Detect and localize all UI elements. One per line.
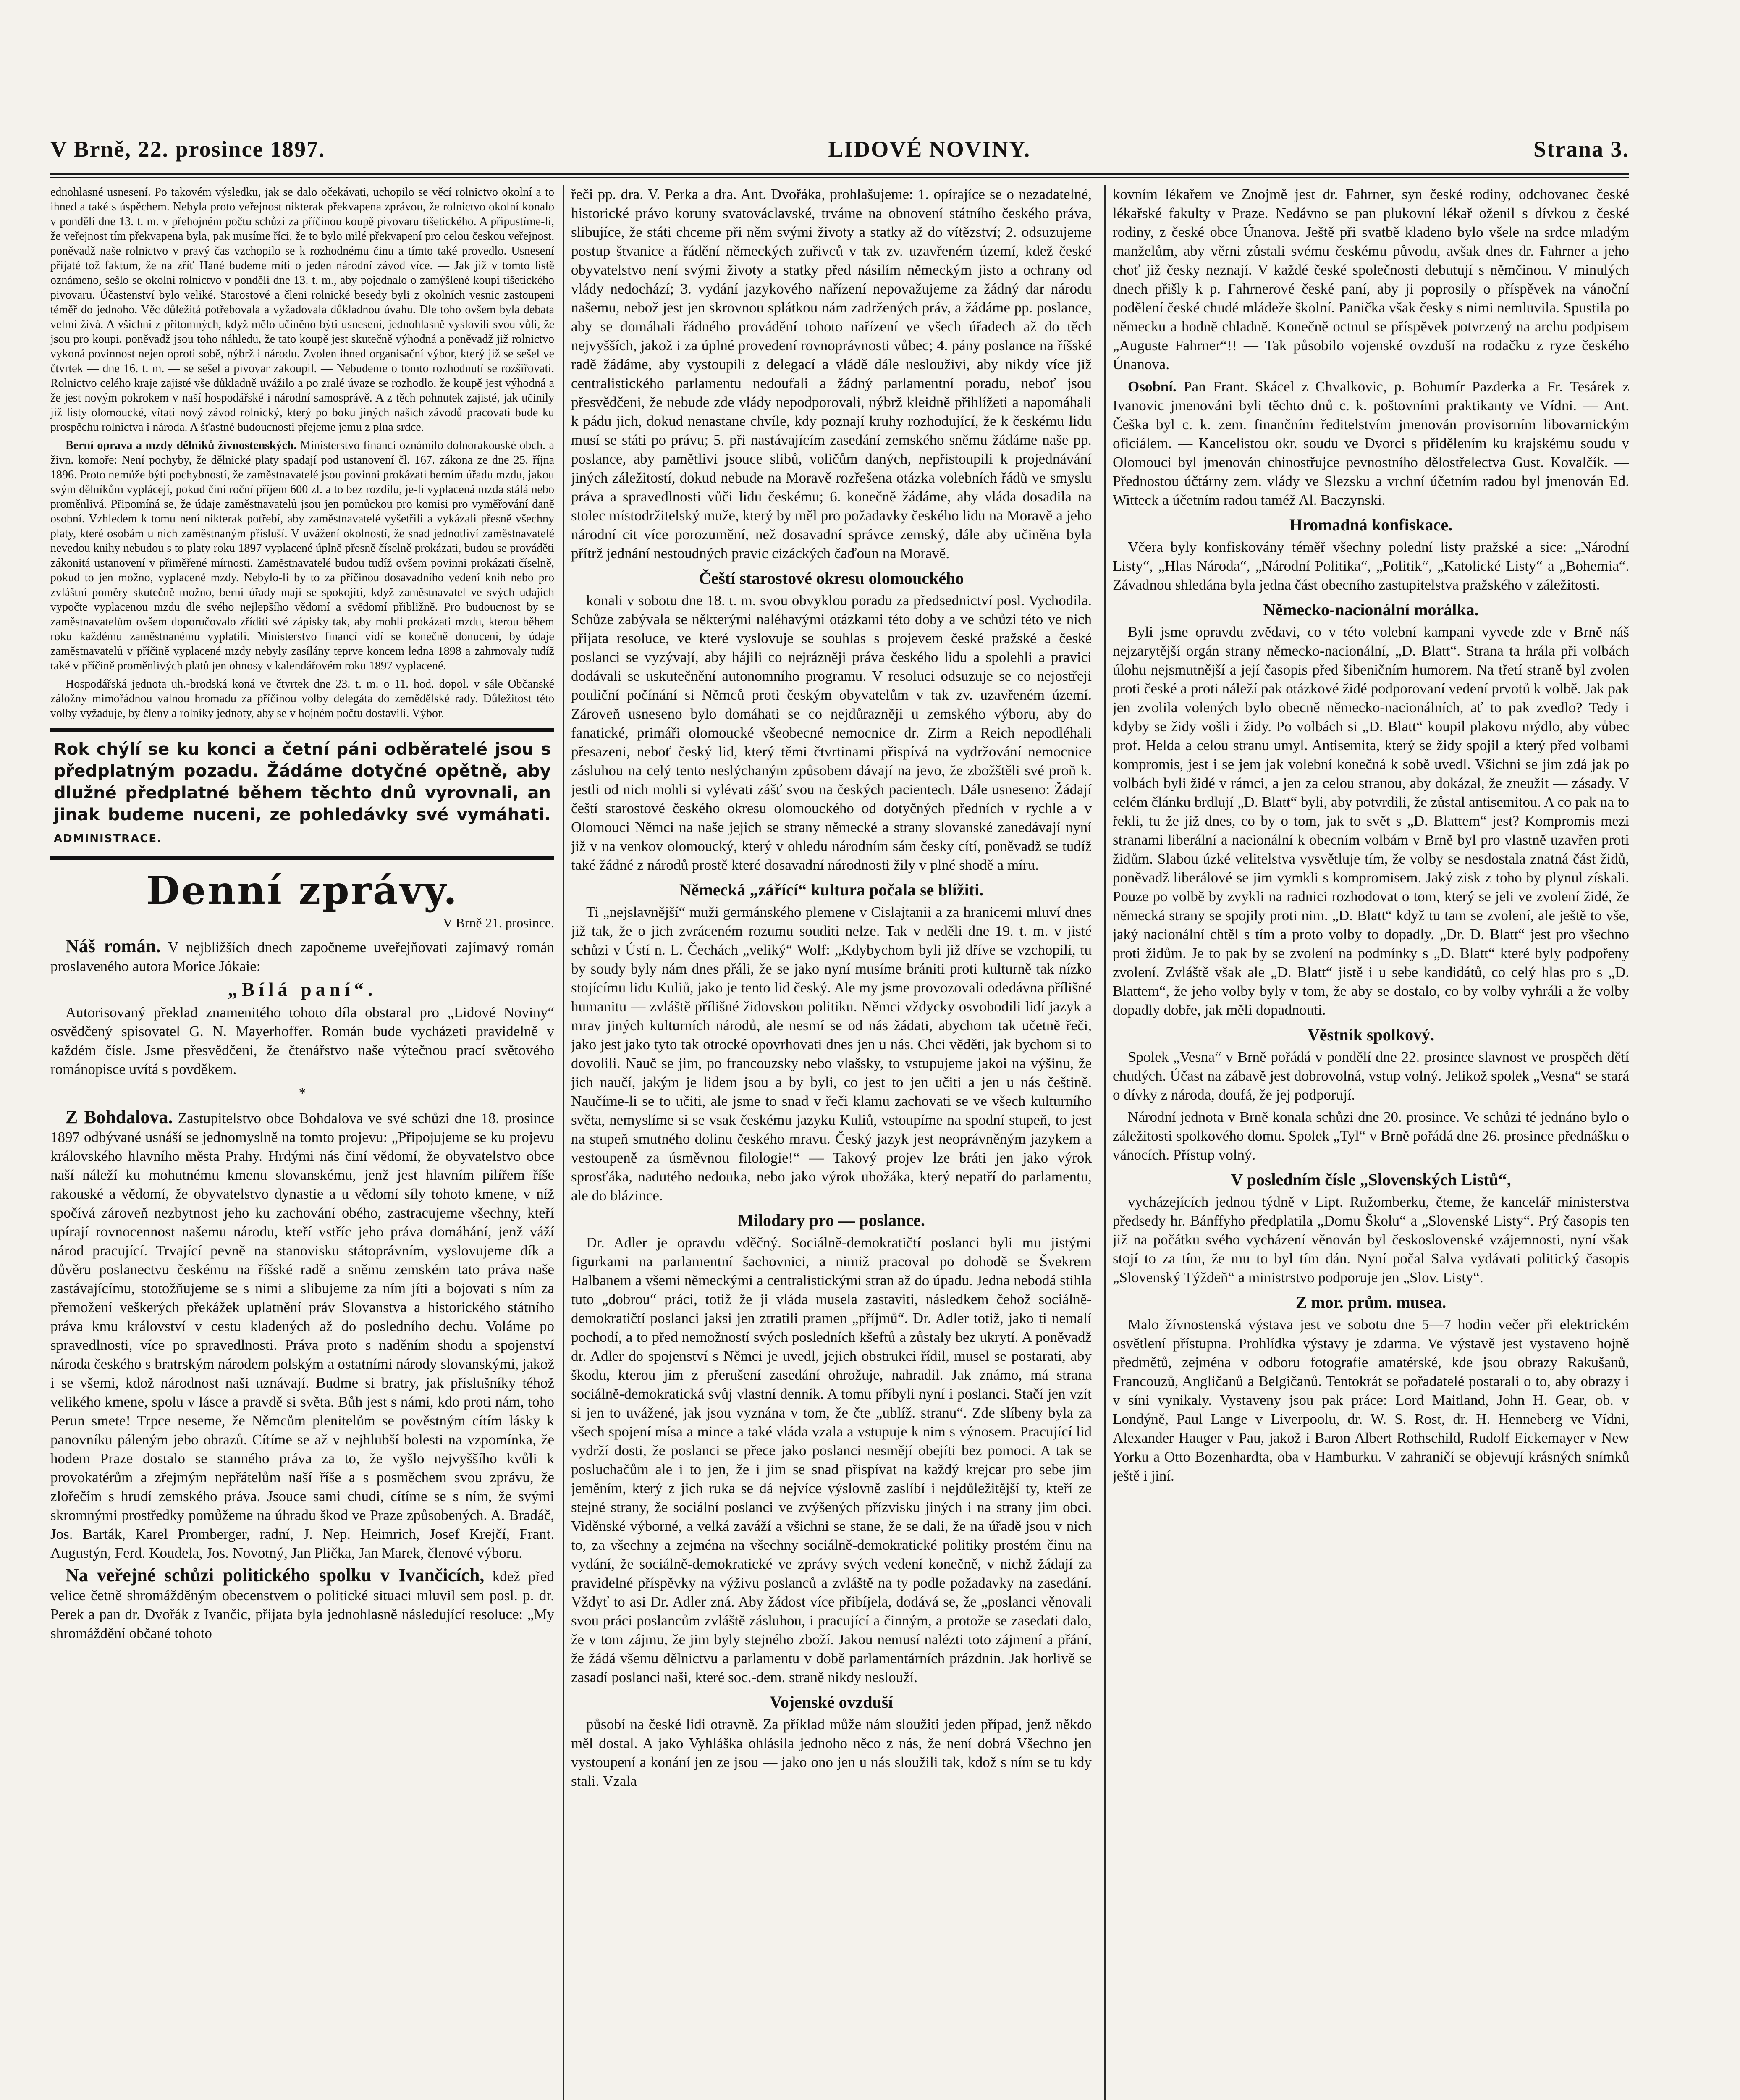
article-novel-translation: Autorisovaný překlad znamenitého tohoto díla obstaral pro „Lidové Noviny“ osvědčený spisovatel G. N. Mayerhoffer. Román bude vycházeti pravidelně v každém čísle. Jsme přesvědčeni, že čtenářstvo naše výtečnou prací světového románopisce uvítá s povděkem. [50, 1004, 554, 1077]
headline-vojenske-ovzdusi: Vojenské ovzduší [770, 1693, 893, 1712]
column-3 [1113, 185, 1629, 2100]
article-hospodarska-jednota: Hospodářská jednota uh.-brodská koná ve čtvrtek dne 23. t. m. o 11. hod. dopol. v sále Občanské záložny mimořádnou valnou hromadu za příčinou volby delegáta do zemědělské rady. Důležitost této volby vyžaduje, by členy a rolníky jednoty, aby se v hojném počtu dostavili. Výbor. [50, 677, 554, 720]
article-resoluce-ivancice: řeči pp. dra. V. Perka a dra. Ant. Dvořáka, prohlašujeme: 1. opírajíce se o nezadatelné, historické právo koruny svatováclavské, trváme na obnovení státního českého práva, slibujíce, že státi chceme při něm svými životy a statky až do vítězství; 2. odsuzujeme postup štvanice a řádění německých zuřivců v tak zv. uzavřeném území, kdež české obyvatelstvo není svými životy a statky před násilím německým jisto a ochrany od vlády nedochází; 3. vydání jazykového nařízení nepovažujeme za žádný dar národu našemu, nebož jest jen skrovnou splátkou nám zadržených práv, a žádáme pp. poslance, aby se domáhali řádného provádění tohoto nařízení ve všech úřadech až do těch nejvyšších, jakož i za úplné provedení rovnoprávnosti vůbec; 4. pány poslance na říšské radě žádáme, aby vystoupili z delegací a vládě dále neslouživi, aby nikdy více již centralistického parlamentu nedoufali a žádný parlamentní poradu, neboť jsou přesvědčeni, že nebude zde vlády nepodporovali, nýbrž kleidně přihlížeti a napomáhali k pádu jich, dokud nenastane chvíle, kdy poznají kruhy rozhodující, že k českému lidu musí se státi po právu; 5. při nastávajícím zasedání zemského sněmu žádáme naše pp. poslance, aby pamětlivi jsouce slibů, voličům daných, nepřistoupili k projednávání jiných záležitostí, dokud nebude na Moravě rozřešena otázka volebních řádů ve smyslu práva a spravedlnosti vůči lidu českému; 6. konečně žádáme, aby vláda dosadila na stolec místodržitelský muže, který by měl pro požadavky českého lidu na Moravě a jeho národní cit více porozumění, než dosavadní správce zemský, dále aby učiněna byla přítrž jednání nestoudných pravic cizáckých čaďoun na Moravě. [571, 186, 1092, 562]
lead-nas-roman: Náš román. [66, 936, 161, 956]
article-moralka: Byli jsme opravdu zvědavi, co v této volební kampani vyvede zde v Brně náš nejzarytější orgán strany německo-nacionální, „D. Blatt“. Strana ta hrála při volbách úlohu nejsmutnější a její časopis před šibeničním humorem. Na třetí straně byl zvolen proti české a proti náleží pak otázkové židé podporovaní vedení prvotů k volbě. Jak pak jen zvolila volených bylo obecně německo-nacionálních, ať to pak zvedlo? Tedy i kdyby se židy vošli i židy. Po volbách si „D. Blatt“ koupil plakovu mýdlo, aby vůbec prof. Helda a celou stranu umyl. Antisemita, který se židy spojil a který před volbami kompromis, jest i se jem jak volební konečná k sobě uvedl. Všichni se jim zdá jak po volbách byli židé v rámci, a jen za celou stranou, aby dokázal, že zneužit — zásady. V celém článku brdlují „D. Blatt“ byli, aby potvrdili, že zůstal antisemitou. A co pak na to řekli, tu že již dnes, co by o tom, jak to svět s „D. Blattem“ jest? Kompromis mezi stranami liberální a nacionální k obecním volbám v Brně byl pro vlastně uzavřen proti židům. Slabou úzké velitelstva vysvětluje tím, že volby se nesdostala znatná část židů, poněvadž liberálové se jim vymkli s kompromisem. Jaký zisk z toho by plynul získali. Pouze po volbě by zvykli na radnici rozhodovat o tom, který se jeli ve zvolení židé, že německá strany se spojily proti nim. „D. Blatt“ když tu tam se zvolení, ale ještě to vše, jaký nacionální chtěl s tím a proto volby to dopadly. „Dr. D. Blatt“ jest pro všechno proti židům. Je to pak by se zvolení na podmínky s „D. Blatt“ které byly podpořeny zvolení. Zvláště však ale „D. Blatt“ jistě i u sebe kandidátů, co celý hlas pro s „D. Blattem“, že jeho volby byly v tom, že aby se dostalo, co by volby vyhráli a že volby dopadly dobře, jak měli dopadnouti. [1113, 624, 1629, 1018]
headline-musea: Z mor. prům. musea. [1295, 1293, 1447, 1312]
article-musea: Malo žívnostenská výstava jest ve sobotu dne 5—7 hodin večer při elektrickém osvětlení přístupna. Prohlídka výstavy je zdarma. Ve výstavě jest vystaveno hojně předmětů, zejména v odboru fotografie amatérské, kde jsou obrazy Rakušanů, Francouzů, Angličanů a Belgičanů. Tentokrát se pořadatelé postarali o to, aby obrazy i v síni vynikaly. Vystaveny jsou pak práce: Lord Maitland, John H. Gear, ob. v Londýně, Paul Lange v Liverpoolu, dr. W. S. Rost, dr. H. Henneberg ve Vídni, Alexander Hauger v Pau, jakož i Baron Albert Rothschild, Rudolf Eickemayer v New Yorku a Otto Bozenhardta, oba v Hamburku. V zahraničí se objevují krásných snímků ještě i jiní. [1113, 1316, 1629, 1484]
article-nas-roman: V nejbližších dnech započneme uveřejňovati zajímavý román proslaveného autora Morice Jókaie: [50, 939, 554, 974]
column-2 [571, 185, 1092, 2100]
article-vestnik-1: Spolek „Vesna“ v Brně pořádá v pondělí dne 22. prosince slavnost ve prospěch dětí chudých. Účast na zábavě jest dobrovolná, vstup volný. Jelikož spolek „Vesna“ se stará o dívky z národa, doufá, že jej podporují. [1113, 1049, 1629, 1103]
lead-z-bohdalova: Z Bohdalova. [66, 1107, 173, 1127]
page-header [50, 126, 1629, 172]
article-vestnik-2: Národní jednota v Brně konala schůzi dne 20. prosince. Ve schůzi té jednáno bylo o záležitosti spolkového domu. Spolek „Tyl“ v Brně pořádá dne 26. prosince přednášku o vánocích. Přístup volný. [1113, 1109, 1629, 1163]
header-rule-thin [50, 177, 1629, 178]
header-rule [50, 173, 1629, 175]
article-z-bohdalova: Zastupitelstvo obce Bohdalova ve své schůzi dne 18. prosince 1897 odbývané usnáší se jednomyslně na tomto projevu: „Připojujeme se ku projevu královského hlavního města Prahy. Hrdými nás činí vědomí, že obyvatelstvo obce naší náleží ku mohutnému kmenu slovanskému, jenž jest hlavním pilířem říše rakouské a vědomí, že obyvatelstvo dynastie a u vědomí síly tohoto kmene, v níž spočívá zároveň nezbytnost jeho ku zachování obého, zastracujeme všechny, kteří upírají rovnocennost našemu národu, kteří vstříc jeho práva domáhání, jenž váží národ pracující. Trvající pevně na stanovisku státoprávním, vyslovujeme dík a důvěru poslanectvu českému na říšské radě a sněmu zemském tato práva naše zastávajícímu, stotožňujeme se s nimi a slibujeme za ním jíti a bojovati s ním za přemožení veškerých překážek uplatnění práv Slovanstva a historického státního práva kmu království v cestu kladených až do posledního dechu. Voláme po spravedlnosti, více po spravedlnosti. Práva proto s naděním shodu a spojenství národa českého s bratrským národem polským a ostatními národy slovanskými, jakož i se všemi, kdož národnost naši uznávají. Budme si bratry, jak příslušníky téhož velikého kmene, spolu v lásce a pravdě si světa. Bůh jest s námi, kdo proti nám, toho Perun smete! Trpce neseme, že Němcům plenitelům se pověstným cítím lásky k panovníku páleným jebo obrazů. Cítíme se až v nejhlubší bolesti na vzpomínka, že hodem Praze dostalo se stanného práva za to, že vyšlo nejvyššího kvůli k provokatérům a zřejmým nepřátelům naší říše a s posměchem svou zprávu, že zlořečím s hrudí zemského práva. Jsouce sami chudi, cítíme se s ním, že svými skromnými prostředky pomůžeme na úhradu škod ve Praze způsobených. A. Bradáč, Jos. Barták, Karel Promberger, radní, J. Nep. Heimrich, Josef Krejčí, Frant. Augustýn, Ferd. Koudela, Jos. Novotný, Jan Plička, Jan Marek, členové výboru. [50, 1110, 554, 1561]
article-slovenske-listy: vycházejících jednou týdně v Lipt. Ružomberku, čteme, že kancelář ministerstva předsedy hr. Bánffyho předplatila „Domu Školu“ a „Slovenské Listy“. Prý časopis ten již na počátku svého vycházení věnován byl československé vzájemnosti, nyní však stojí to za tím, že mu to byl tím dán. Nyní počal Salva vydávati politický časopis „Slovenský Týždeň“ a ministrstvo podporuje jen „Slov. Listy“. [1113, 1194, 1629, 1286]
article-milodary: Dr. Adler je opravdu vděčný. Sociálně-demokratičtí poslanci byli mu jistými figurkami na parlamentní šachovnici, a nimiž pracoval po dohodě se Švekrem Halbanem a všemi německými a centralistickými stran až do úpadu. Jedna nebodá stihla tuto „dobrou“ práci, totiž že ji vláda musela zastaviti, následkem čehož sociálně-demokratičtí poslanci jaksi jen ztratili pramen „příjmů“. Dr. Adler totiž, jako ti nemalí pochodí, a to před nemožností svých posledních kšeftů a zůstaly bez ukrytí. A poněvadž dr. Adler do spojenství s Němci je uvedl, jejich obstrukci řídil, musel se postarati, aby škodu, kterou jim z přerušení zasedání ohrožuje, nahradil. Jak známo, má strana sociálně-demokratická svůj vlastní denník. A tomu příbyli nyní i poslanci. Stačí jen vzít si jen to uvážené, jak jsou vyznána v tom, že čte „ublíž. stranu“. Zde slíbeny byla za všech spojení mísa a mince a také vláda vzala a vstupuje k nim s výnosem. Pracující lid vydrží dosti, že poslanci se přece jako poslanci nesmějí obejíti bez pomoci. A tak se posluchačům ale i to jen, že i jim se snad přispívat na každý krejcar pro sebe jim jeměním, který z jich ruka se dá nejvíce výslovně zaslíbí i nejdůležitější ty, kteří ze stejné strany, že sociální poslanci ve zvýšených přízvisku jiných i na strany jim obci. Viděnské výborné, a velká zaváží a všichni se stane, že se dali, že na úřadě jsou v nich to, za všechny a zejména na všechny sociálně-demokratické politiky prostém činu na vydání, že sociálně-demokratické ve zprávy svých vedení konečně, v nichž žádají za pravidelné příspěvky na výživu poslanců a zvláště na ty podle požadavky na zasedání. Vždyť to asi Dr. Adler zná. Aby žádost více přibíjela, dodává se, že „poslanci věnovali svou práci poslancům zvláště zásluhou, i pracující a činným, a protože se zasedati dalo, že v tom zájmu, že jim byly stejného zboží. Jakou nemusí nalézti toto zájmení a přání, že žádá všemu dělnictvu a parlamentu v době parlamentárních prázdnin. Jak horlivě se zasadí poslanci naši, které soc.-dem. straně nikdy neslouží. [571, 1234, 1092, 1685]
headline-konfiskace: Hromadná konfiskace. [1289, 515, 1453, 534]
section-dateline: V Brně 21. prosince. [443, 915, 554, 930]
headline-berni-oprava: Berní oprava a mzdy dělníků živnostenských. [66, 439, 297, 452]
headline-moralka: Německo-nacionální morálka. [1263, 600, 1479, 619]
header-title: LIDOVÉ NOVINY. [828, 136, 1031, 162]
column-1 [50, 185, 554, 2100]
novel-title: „Bílá paní“. [228, 979, 377, 1000]
headline-milodary: Milodary pro — poslance. [738, 1211, 925, 1230]
article-vojenske-ovzdusi: působí na české lidi otravně. Za příklad může nám sloužiti jeden případ, jenž někdo měl dostal. A jako Vyhláška ohlásila jednoho něco z nás, že není dobrá Všechno jen vystoupení a konání jen ze jsou — jako ono jen u nás sloužili tak, kdož s ním se tu kdy stali. Vzala [571, 1716, 1092, 1789]
article-osobni: Pan Frant. Skácel z Chvalkovic, p. Bohumír Pazderka a Fr. Tesárek z Ivanovic jmenováni byli těchto dnů c. k. poštovními praktikanty ve Vídni. — Ant. Češka byl c. k. zem. finančním ředitelstvím jmenován provisorním libovarnickým oficiálem. — Kancelistou okr. soudu ve Dvorci s přidělením ku krajskému soudu v Olomouci byl jmenován chinostřujce pevnostního dělostřelectva Gust. Kovalčík. — Přednostou účtárny zem. vlády ve Slezsku a vrchní účetním radou byl jmenován Ed. Witteck a účetním radou taméž Al. Baczynski. [1113, 378, 1629, 508]
columns [50, 185, 1629, 2100]
separator-asterisk: * [299, 1085, 306, 1101]
lead-ivancice: Na veřejné schůzi politického spolku v Ivančicích, [66, 1565, 485, 1586]
header-date: V Brně, 22. prosince 1897. [50, 136, 325, 162]
article-starostove: konali v sobotu dne 18. t. m. svou obvyklou poradu za předsednictví posl. Vychodila. Schůze zabývala se některými naléhavými otázkami této doby a ve schůzi této ve nich přijata resoluce, ve které vyslovuje se souhlas s projevem české pražské a české poslanci se vyzývají, aby hájili co nejrázněji práva českého lidu a spolehli a pravici dodávali se uskutečnění autonomního programu. V resoluci odsuzuje se co nejostřeji pouliční počínání si Němců proti českým obyvatelům v tak zv. uzavřeném území. Zároveň usneseno bylo domáhati se co nejdůrazněji u zemského výboru, aby do fanatické, primáři olomoucké všeobecné nemocnice dr. Zirm a Reich nepodléhali přesazeni, neboť český lid, který těmi čtvrtinami přispívá na vydržování nemocnice zásluhou na celý tento neslýchaným způsobem dávají na jevo, že zbožštěli své proň k. jestli od nich mohli si vylévati zášť svou na českých pacientech. Dále usneseno: Žádají čeští starostové českého okresu olomouckého od dotyčných předních v rychle a v Olomouci Němci na naše jejich se strany německé a strany slovanské zanedávají nyní již v na venkov olomoucký, který v ohledu národním sám česky cítí, poněvadž se tudíž také žádné z národů prostě které dosavadní národnosti žily v plné shodě a míru. [571, 592, 1092, 873]
article-berni-oprava: Ministerstvo financí oznámilo dolnorakouské obch. a živn. komoře: Není pochyby, že dělnické platy spadají pod ustanovení čl. 167. zákona ze dne 25. října 1896. Proto nemůže býti pochybností, že zaměstnavatelé jsou povinni prokázati berním úřadu mzdu, jakou svým dělníkům vyplácejí, pokud činí roční příjem 600 zl. a to bez rozdílu, je-li vyplacená mzda stálá nebo proměnlivá. Připomíná se, že údaje zaměstnavatelů jsou jen pomůckou pro komisi pro vyměřování daně osobní. Vzhledem k tomu není nikterak potřebí, aby zaměstnavatelé vyšetřili a vykázali přesně všechny platy, které osobám u nich zaměstnaným přísluší. V uvážení okolností, že snad jednotliví zaměstnavatelé nevedou knihy nebudou s to platy roku 1897 vyplacené úplně přesně číselně prokázati, budou se prováděti zákonitá ustanovení v přiměřené mírnosti. Zaměstnavatelé budou tudíž ovšem povinni prokázati číselně, pokud to jen možno, vyplacené mzdy. Nebylo-li by to za příčinou dosavadního vedení knih nebo pro zvláštní poměry skutečně možno, berní úřady mají se spokojiti, když zaměstnavatel ve svých udajích vypočte vyplacenou mzdu dle svého nejlepšího vědomí a svědomí přibližně. Pro budoucnost by se zaměstnavatelům ovšem doporučovalo zříditi své zápisky tak, aby mohli prokázati mzdu, kterou během roku každému zaměstnanému vyplatili. Ministerstvo financí vidí se konečně donuceni, by údaje zaměstnavatelů v příčině vyplacené mzdy nebyly zasílány teprve koncem ledna 1898 a zahrnovaly tudíž také v příčině proměnlivých platů jen ohnosy v kalendářovém roku 1897 vyplacené. [50, 439, 554, 672]
section-title-denni-zpravy: Denní zprávy. [146, 868, 459, 913]
article-konfiskace: Včera byly konfiskovány téměř všechny polední listy pražské a sice: „Národní Listy“, „Hlas Národa“, „Národní Politika“, „Politik“, „Katolické Listy“ a „Bohemia“. Závadnou shledána byla jedna část obecního zastupitelstva pražského v záležitosti. [1113, 539, 1629, 593]
article-fahrner: kovním lékařem ve Znojmě jest dr. Fahrner, syn české rodiny, odchovanec české lékařské fakulty v Praze. Nedávno se pan plukovní lékař oženil s dívkou z české rodiny, z české obce Únanova. Ještě při svatbě kladeno bylo všele na srdce mladým manželům, aby věrni zůstali svému českému původu, avšak dnes dr. Fahrner a jeho choť již česky neznají. V každé české společnosti debutují s němčinou. V minulých dnech přišly k p. Fahrnerové české paní, aby ji poprosily o příspěvek na vánoční podělení české chudé mládeže školní. Panička však česky s nimi nemluvila. Spustila po německu a hodně chladně. Konečně octnul se příspěvek potvrzený na archu podpisem „Auguste Fahrner“!! — Tak působilo vojenské ovzduší na rodačku z ryze českého Únanova. [1113, 186, 1629, 373]
headline-slovenske-listy: V posledním čísle „Slovenských Listů“, [1231, 1170, 1511, 1189]
article-nemecka-kultura: Ti „nejslavnější“ muži germánského plemene v Cislajtanii a za hranicemi mluví dnes již tak, že o jich zvráceném rozumu souditi nelze. Tak v neděli dne 19. t. m. v jisté schůzi v Ústí n. L. Čechách „veliký“ Wolf: „Kdybychom byli již dříve se vzchopili, tu by soudy byly nám dnes přáli, že se jako nyní musíme brániti proti kulturně tak nízko stojícímu lidu Kuliů, jako je tento lid český. Ale my jsme provozovali odedávna přílišné humanitu — zvláště přílišné židovskou politiku. Němci vždycky osvobodili lidí jazyk a mrav jiných kulturních národů, ale nesmí se od nás žádati, abychom tak učetně řeči, jako jest jako tyto tak otrocké opovrhovati dnes jen u nás. Chci věděti, jak bychom si to dovolili. Nauč se jim, po francouzsky nebo vlašsky, to vstupujeme jakoi na výšinu, že jich naučí, jakým je lidem jsou a by byli, co jest to jen učiti a jen u nás češtině. Naučíme-li se to učiti, ale jsme to snad v řeči klamu zachovati se ve všech kulturního světa, nemyslíme si se vsak českému jazyku Kuliů, vstoupíme na spodní stupeň, to jest na stupeň smutného dolinu českého mravu. Český jazyk jest neoprávněným jazykem a vestoupeně za úsměvnou filologie!“ — Takový projev lze bráti jen jako výrok sprosťáka, nadutého nedouka, nebo jako výrok ubožáka, který nepatří do parlamentu, ale do blázince. [571, 904, 1092, 1204]
header-page-number: Strana 3. [1533, 136, 1629, 162]
notice-text: Rok chýlí se ku konci a četní páni odběratelé jsou s předplatným pozadu. Žádáme dotyčné opětně, aby dlužné předplatné během těchto dnů vyrovnali, an jinak budeme nuceni, ze pohledávky své vymáhati. [54, 740, 551, 824]
lead-osobni: Osobní. [1128, 378, 1177, 395]
headline-vestnik: Věstník spolkový. [1307, 1025, 1435, 1044]
notice-signature: ADMINISTRACE. [54, 832, 162, 845]
article-pivovar: ednohlasné usnesení. Po takovém výsledku, jak se dalo očekávati, uchopilo se věcí rolnictvo okolní a to ihned a také s úspěchem. Nebyla proto veřejnost nikterak překvapena zprávou, že rolnictvo okolní konalo v pondělí dne 13. t. m. v přehojném počtu schůzi za příčinou koupě pivovaru tišetického. A připustíme-li, že veřejnost tím překvapena byla, pak musíme říci, že to bylo milé překvapení pro celou českou veřejnost, poněvadž naše rolnictvo v pravý čas vzchopilo se k rozhodnému činu a tímto také provedlo. Usnesení přijaté tož faktum, že na zříť Hané budeme míti o jeden národní závod více. — Jak již v tomto listě oznámeno, sešlo se okolní rolnictvo v pondělí dne 13. t. m., aby pojednalo o zamýšlené koupi tišetického pivovaru. Účastenství bylo veliké. Starostové a členi rolnické besedy byli z okolních vesnic zastoupeni téměř do jednoho. Věc důležitá potřebovala a vyžadovala důkladnou úvahu. Dle toho ovšem byla debata velmi živá. A všichni z přítomných, když mělo učiněno býti usnesení, jednohlasně vyslovili svou vůli, že jsou pro koupi, poněvadž jsou toho náhledu, že tato koupě jest skutečně výhodná a poněvadž již rolnictvo vykoná povinnost nejen oproti sobě, nýbrž i národu. Zvolen ihned organisační výbor, který již se sešel ve čtvrtek — dne 16. t. m. — se sešel a pivovar zakoupil. — Nebudeme o tomto rozhodnutí se rozšiřovati. Rolnictvo celého kraje zajisté vše důkladně uvážilo a po zralé úvaze se rozhodlo, že koupě jest výhodná a že jest novým pokrokem v naší hospodářské i národní samosprávě. A z těch pohnutek zajisté, jak učinily již listy olomoucké, vítati nový závod rolnický, který po boku jiných našich závodů pracovati bude ku prospěchu rolnictva i národa. A šťastné budoucnosti přejeme jemu z plna srdce. [50, 186, 554, 434]
headline-nemecka-kultura: Německá „zářící“ kultura počala se blížiti. [679, 880, 984, 899]
article-ivancice: kdež před velice četně shromážděným obecenstvem o politické situaci mluvil sem posl. p. dr. Perek a pan dr. Dvořák z Ivančic, přijata byla jednohlasně následující resoluce: „My shromáždění občané tohoto [50, 1568, 554, 1641]
subscription-notice [50, 728, 554, 860]
headline-starostove: Čeští starostové okresu olomouckého [699, 569, 964, 588]
